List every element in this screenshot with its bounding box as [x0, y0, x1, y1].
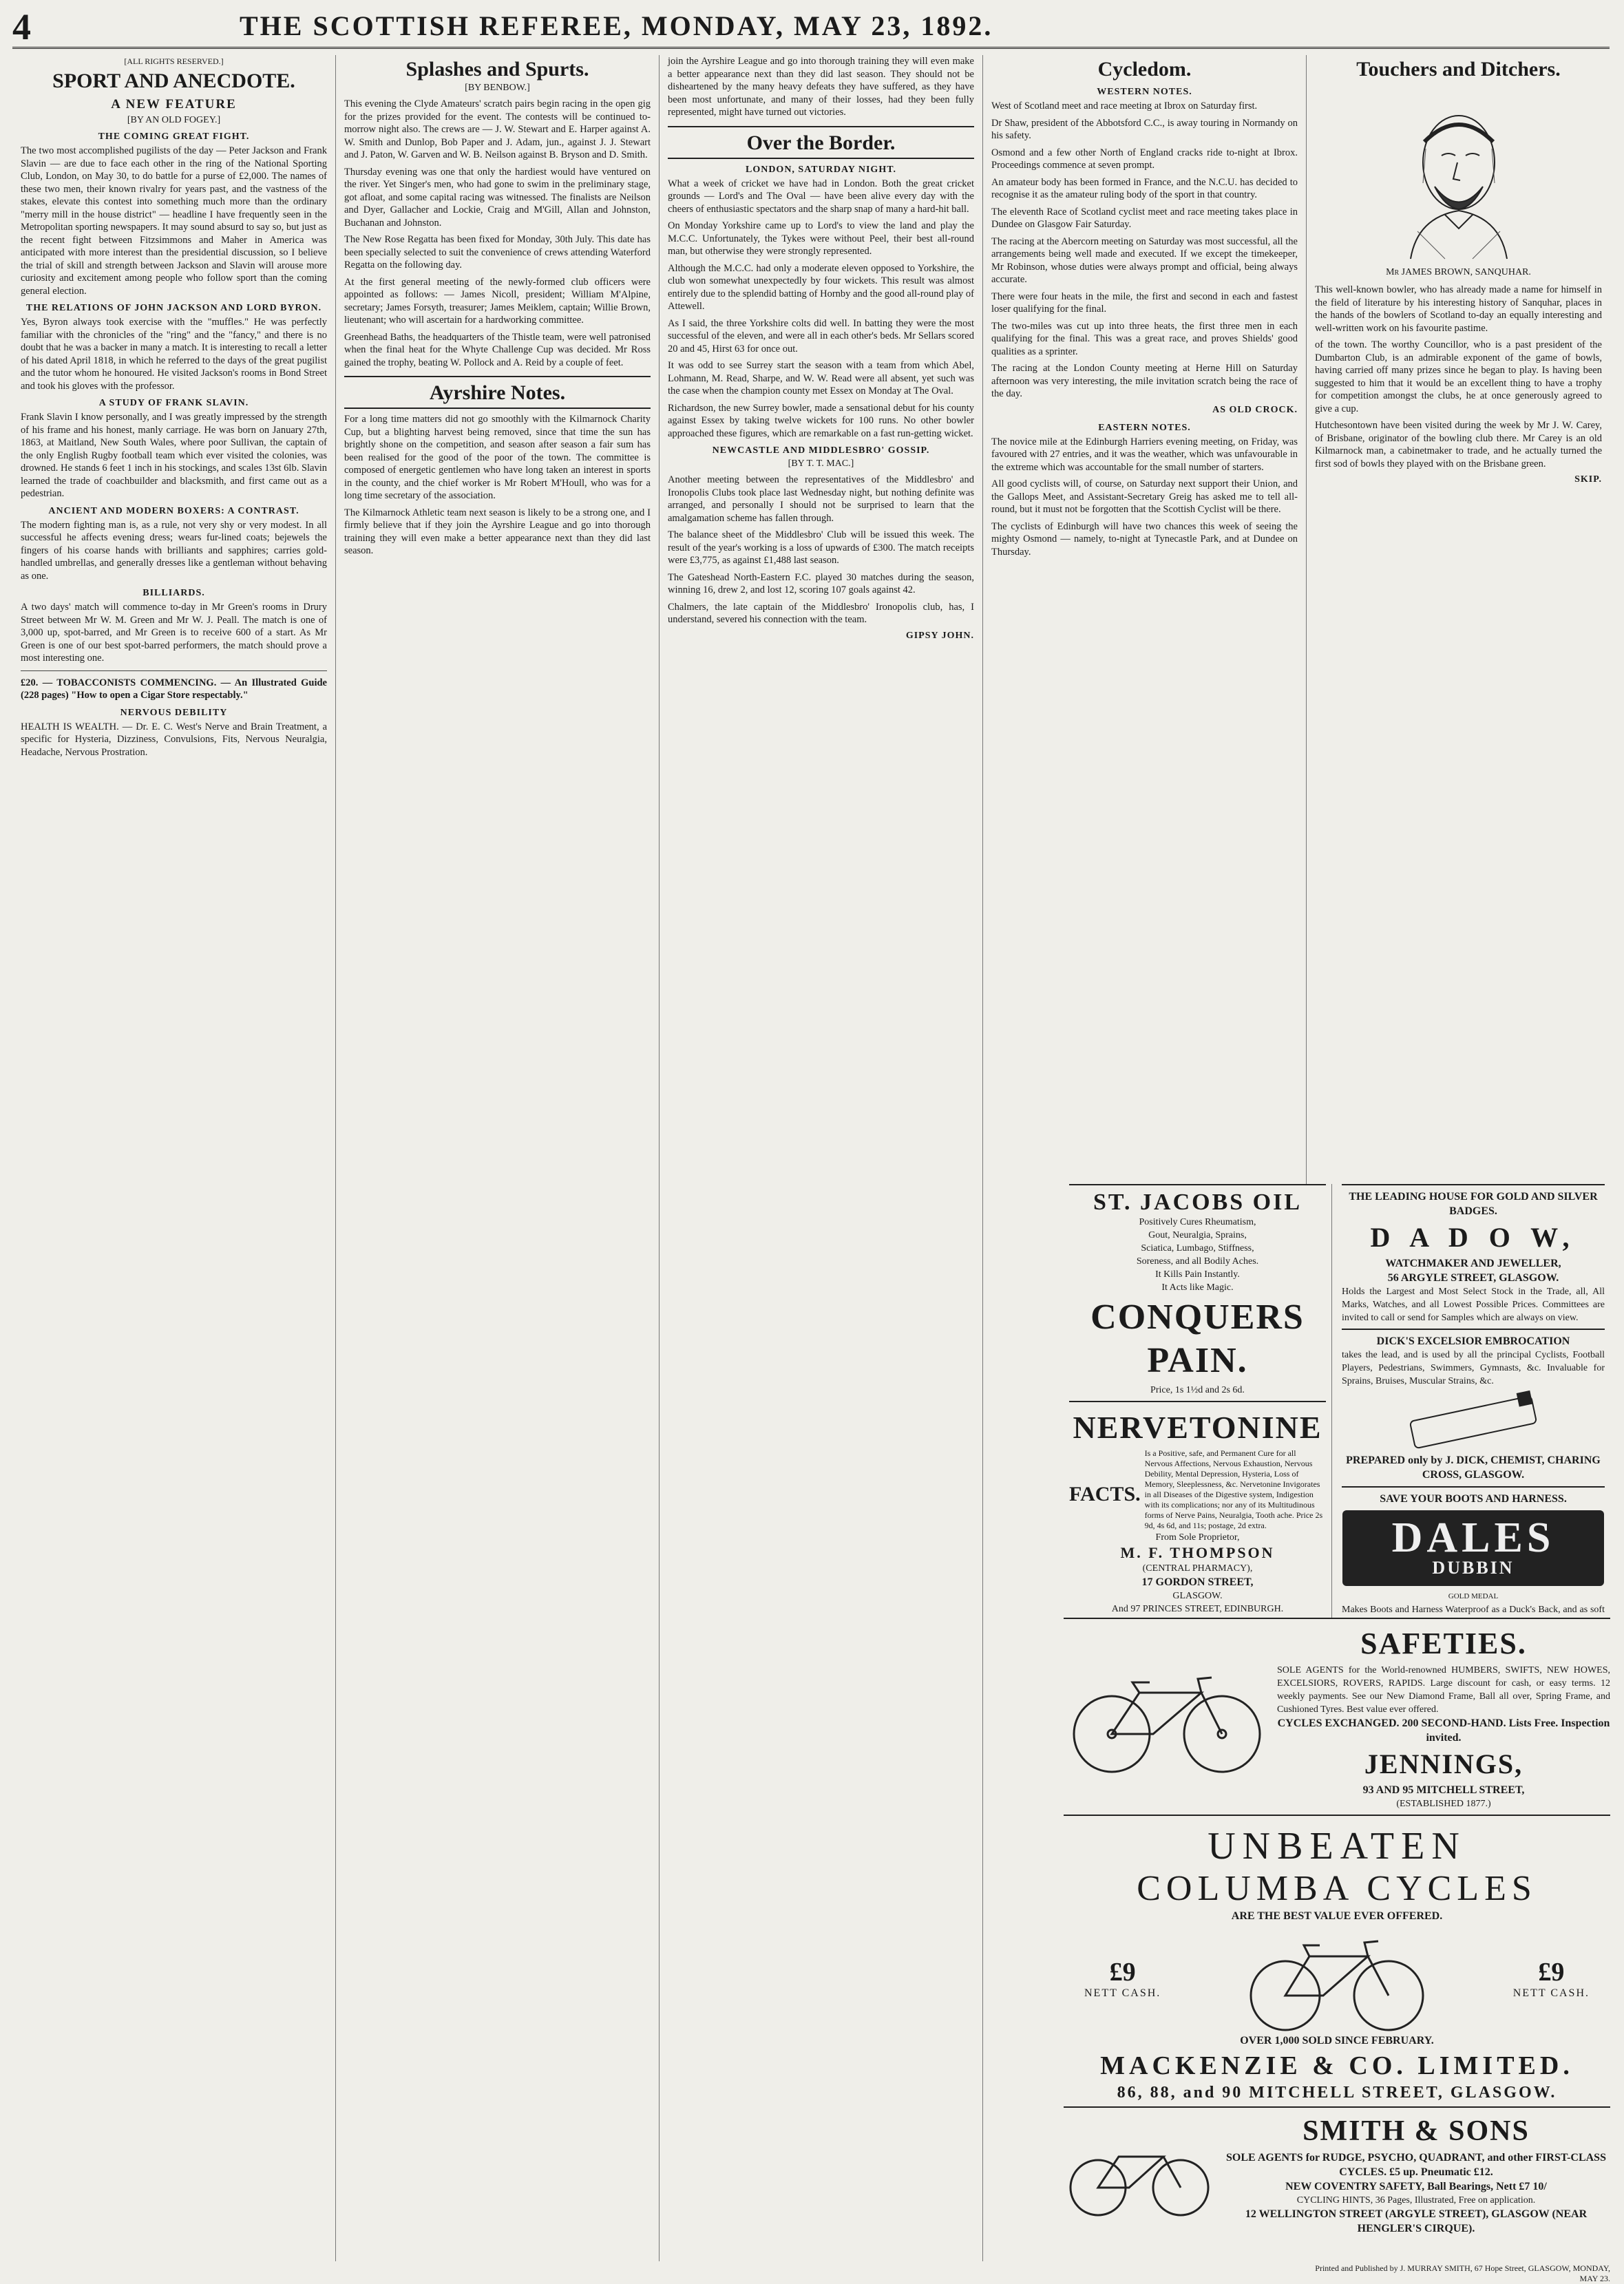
over-border-heading-box	[668, 126, 974, 159]
price-right: £9	[1538, 1958, 1565, 1987]
nervetonine-ad	[1069, 1401, 1326, 1618]
best-value-line: ARE THE BEST VALUE EVER OFFERED.	[1231, 1910, 1443, 1922]
article-paragraph: Dr Shaw, president of the Abbotsford C.C., is away touring in Normandy on his safety.	[991, 117, 1300, 141]
nervetonine-title: NERVETONINE	[1073, 1410, 1322, 1445]
signature: SKIP.	[1574, 474, 1602, 485]
ad-line: THE LEADING HOUSE FOR GOLD AND SILVER BADGES.	[1349, 1191, 1598, 1217]
article-paragraph: This well-known bowler, who has already made a name for himself in the field of literature by his interesting history of Sanquhar, places in the hands of the bowlers of Scotland to-day an equally interesting and well-written work on his favourite pastime.	[1315, 284, 1605, 334]
price-row	[1064, 1923, 1610, 2033]
article-paragraph: Thursday evening was one that only the hardiest would have ventured on the river. Yet Singer's men, who had gone to swim in the preliminary stage, got afloat, and some capital racing was witnessed. The finalists are Neilson and Dyer, Gallacher and Lockie, Craig and M'Gill, Allan and Johnston, Buchanan and Johnston.	[344, 166, 653, 229]
article-paragraph: of the town. The worthy Councillor, who is a past president of the Dumbarton Club, is an admirable exponent of the game of bowls, having carried off many prizes since he began to play. Is having been suggested to him that it would be an excellent thing to have a trophy for competition amongst the clubs, he at once generously agreed to give a cup.	[1315, 339, 1605, 414]
section-heading: A STUDY OF FRANK SLAVIN.	[98, 398, 249, 408]
page-number: 4	[12, 6, 31, 47]
nett-cash-label: NETT CASH.	[1512, 1987, 1590, 1999]
smith-text: SOLE AGENTS for RUDGE, PSYCHO, QUADRANT, and other FIRST-CLASS CYCLES. £5 up. Pneumatic £12.	[1226, 2152, 1606, 2178]
article-paragraph: Richardson, the new Surrey bowler, made a sensational debut for his county against Essex by taking twelve wickets for 100 runs. No other bowler approached these figures, which are remarkable on a fast run-getting wicket.	[668, 402, 977, 439]
splashes-title: Splashes and Spurts.	[405, 58, 589, 81]
section-heading: ANCIENT AND MODERN BOXERS: A CONTRAST.	[48, 505, 299, 516]
nervetonine-text: Is a Positive, safe, and Permanent Cure for all Nervous Affections, Nervous Exhaustion, Nervous Debility, Mental Depression, Hysteria, Loss of Memory, Sleeplessness, &c. Nervetonine Invigorates in all Diseases of the Digestive system, Indigestion with its complications; nor any of its Multitudinous forms of Nerve Pains, Neuralgia, Tooth ache. Price 2s 9d, 4s 6d, and 11s; postage, 2d extra.	[1144, 1448, 1323, 1530]
safeties-title: SAFETIES.	[1360, 1627, 1527, 1660]
article-paragraph: join the Ayrshire League and go into thorough training they will even make a better appearance next than they did last season. They should not be disheartened by the many heavy defeats they have suffered, as they have been most unfortunate, and many of their losses, had they been fully represented, might have turned out victories.	[668, 56, 977, 118]
portrait-illustration	[1369, 87, 1548, 266]
tobacco-ad: £20. — TOBACCONISTS COMMENCING. — An Illustrated Guide (228 pages) "How to open a Cigar Store respectably."	[21, 677, 330, 701]
article-paragraph: Chalmers, the late captain of the Middlesbro' Ironopolis club, has, I understand, severed his connection with the team.	[668, 601, 977, 625]
article-paragraph: At the first general meeting of the newly-formed club officers were appointed as follows: — James Nicoll, president; William M'Alpine, secretary; James Forsyth, treasurer; James Meiklem, captain; Willie Brown, lieutenant; who will ascertain for a hardworking committee.	[344, 276, 653, 326]
article-paragraph: The novice mile at the Edinburgh Harriers evening meeting, on Friday, was favoured with 27 entries, and it was the weather, which was unfavourable in the extreme which was accountable for the small number of starters.	[991, 436, 1300, 473]
jennings-name: JENNINGS,	[1364, 1748, 1523, 1779]
dow-text: Holds the Largest and Most Select Stock in the Trade, all, All Marks, Watches, and all Lowest Possible Prices. Committees are invited to call or send for Samples which are always on view.	[1342, 1287, 1605, 1323]
article-paragraph: There were four heats in the mile, the first and second in each and fastest loser qualifying for the final.	[991, 290, 1300, 315]
rights-notice: [ALL RIGHTS RESERVED.]	[124, 56, 224, 66]
section-heading: WESTERN NOTES.	[1097, 87, 1192, 97]
signature: GIPSY JOHN.	[905, 630, 974, 641]
sport-anecdote-byline: [BY AN OLD FOGEY.]	[127, 115, 221, 125]
masthead	[12, 6, 1610, 49]
article-paragraph: The eleventh Race of Scotland cyclist meet and race meeting takes place in Dundee on Glasgow Fair Saturday.	[991, 206, 1300, 230]
ad-line: WATCHMAKER AND JEWELLER,	[1385, 1258, 1561, 1269]
column-3	[660, 55, 983, 2261]
safeties-text-block	[1277, 1623, 1610, 1810]
dales-dubbin-ad	[1342, 1486, 1605, 1618]
cycle-ads	[1064, 1618, 1610, 2240]
article-paragraph: The Gateshead North-Eastern F.C. played 30 matches during the season, winning 16, drew 2, and lost 12, scoring 107 goals against 42.	[668, 571, 977, 595]
column-2	[336, 55, 660, 2261]
bicycle-icon	[1064, 1658, 1270, 1775]
dick-embrocation-ad	[1342, 1329, 1605, 1486]
dick-title: DICK'S EXCELSIOR EMBROCATION	[1376, 1335, 1570, 1347]
ad-line: And 97 PRINCES STREET, EDINBURGH.	[1111, 1604, 1284, 1614]
smith-text-block	[1222, 2112, 1610, 2236]
article-paragraph: The balance sheet of the Middlesbro' Club will be issued this week. The result of the year's working is a loss of upwards of £300. The match receipts were £3,775, as against £1,488 last season.	[668, 529, 977, 566]
dales-name: DALES	[1391, 1514, 1555, 1561]
column-1	[12, 55, 336, 2261]
signature: AS OLD CROCK.	[1212, 404, 1298, 415]
portrait-caption: Mr JAMES BROWN, SANQUHAR.	[1386, 267, 1531, 277]
dales-text: Makes Boots and Harness Waterproof as a Duck's Back, and as soft	[1342, 1605, 1605, 1615]
ad-line: It Acts like Magic.	[1161, 1282, 1234, 1293]
sport-anecdote-title: SPORT AND ANECDOTE.	[52, 70, 295, 92]
unbeaten-text: UNBEATEN	[1208, 1825, 1466, 1868]
article-paragraph: For a long time matters did not go smoothly with the Kilmarnock Charity Cup, but a blighting harvest being removed, since that time the sun has brightly shone on the competition, and season after season a fair sum has been realised for the good of the poor of the town. The committee is composed of energetic gentlemen who have long taken an interest in sports in the county, and the chief worker is Mr Robert M'Houll, who was for a long time secretary of the association.	[344, 414, 653, 501]
safeties-ad	[1064, 1618, 1610, 1815]
pain-text: PAIN.	[1147, 1341, 1248, 1380]
dick-chemist: PREPARED only by J. DICK, CHEMIST, CHARING CROSS, GLASGOW.	[1346, 1455, 1601, 1481]
article-paragraph: Another meeting between the representatives of the Middlesbro' and Ironopolis Clubs took place last Wednesday night, but nothing definite was arranged, and personally I should not be surprised to learn that the amalgamation scheme has fallen through.	[668, 474, 977, 524]
article-paragraph: The New Rose Regatta has been fixed for Monday, 30th July. This date has been specially selected to suit the convenience of crews attending Waterford Regatta on the following day.	[344, 234, 653, 271]
ayrshire-heading-box	[344, 376, 651, 409]
article-paragraph: On Monday Yorkshire came up to Lord's to view the land and play the M.C.C. Unfortunately, the Tykes were without Peel, their best all-round man, but otherwise they were strongly represented.	[668, 220, 977, 257]
article-paragraph: The modern fighting man is, as a rule, not very shy or very modest. In all successful he affects evening dress; wears fur-lined coats; bejewels the fingers of his coarse hands with brilliants and sapphires; carries gold-handled umbrellas, and generally dresses like a gentleman without behaving as one.	[21, 519, 330, 582]
safeties-exchange: CYCLES EXCHANGED. 200 SECOND-HAND. Lists Free. Inspection invited.	[1277, 1717, 1610, 1744]
article-paragraph: An amateur body has been formed in France, and the N.C.U. has decided to recognise it as the amateur ruling body of the sport in that country.	[991, 176, 1300, 200]
article-paragraph: West of Scotland meet and race meeting at Ibrox on Saturday first.	[991, 101, 1258, 112]
article-paragraph: As I said, the three Yorkshire colts did well. In batting they were the most successful of the eleven, and were all in each other's beds. Mr Sellars scored 20 and 45, Hirst 63 for once out.	[668, 317, 977, 355]
smith-safety: NEW COVENTRY SAFETY, Ball Bearings, Nett £7 10/	[1285, 2181, 1547, 2192]
divider	[21, 670, 327, 671]
ads-right-block	[1336, 1184, 1610, 1618]
article-paragraph: Frank Slavin I know personally, and I was greatly impressed by the strength of his frame and his honest, manly carriage. He was born on January 27th, 1863, at Maitland, New South Wales, where poor Sullivan, the captain of the only English Rugby football team which ever visited the colonies, was drowned. He stands 6 feet 1 inch in his stockings, and scales 13st 6lb. Slavin learned the trade of coachbuilder and blacksmith, and first came out as a pedestrian.	[21, 412, 330, 499]
thompson-name: M. F. THOMPSON	[1120, 1544, 1275, 1561]
ad-line: Sciatica, Lumbago, Stiffness,	[1141, 1243, 1254, 1254]
article-paragraph: The two-miles was cut up into three heats, the first three men in each qualifying for the final. This was a great race, and proves Shields' good qualities as a sprinter.	[991, 320, 1300, 357]
jennings-address: 93 AND 95 MITCHELL STREET,	[1362, 1784, 1525, 1796]
ad-line: Gout, Neuralgia, Sprains,	[1148, 1230, 1247, 1240]
article-paragraph: What a week of cricket we have had in London. Both the great cricket grounds — Lord's and The Oval — have been alive every day with the cheers of enthusiastic spectators and the sharp snap of many a hard-hit ball.	[668, 178, 977, 215]
price-left-block	[1084, 1957, 1161, 2000]
article-paragraph: Yes, Byron always took exercise with the "muffles." He was perfectly familiar with the chronicles of the "ring" and the "fancy," and there is no doubt that he was a backer in many a match. It is interesting to recall a letter of his dated April 1818, in which he referred to the days of the great pugilist and the tutor whom he honoured. He visited Jackson's rooms in Bond Street and took his gloves with the professor.	[21, 317, 330, 392]
gossip-byline: [BY T. T. MAC.]	[788, 458, 854, 469]
dales-logo	[1342, 1510, 1604, 1586]
jennings-established: (ESTABLISHED 1877.)	[1396, 1799, 1491, 1809]
section-heading: THE COMING GREAT FIGHT.	[98, 131, 250, 142]
st-jacobs-oil-ad	[1069, 1184, 1326, 1401]
ad-line: GLASGOW.	[1172, 1591, 1223, 1601]
article-paragraph: The cyclists of Edinburgh will have two chances this week of seeing the mighty Osmond — namely, to-night at Tynecastle Park, and at Dundee on Thursday.	[991, 520, 1300, 558]
article-paragraph: The racing at the Abercorn meeting on Saturday was most successful, all the arrangements being well made and executed. If we except the timekeeper, Mr Robinson, whose duties were always prompt and official, being always accurate.	[991, 235, 1300, 285]
price-left: £9	[1109, 1958, 1136, 1987]
ad-line: (CENTRAL PHARMACY),	[1142, 1563, 1253, 1574]
ad-line: It Kills Pain Instantly.	[1155, 1269, 1240, 1280]
nervous-debility-heading: NERVOUS DEBILITY	[120, 707, 228, 718]
smith-name: SMITH & SONS	[1303, 2115, 1530, 2147]
article-paragraph: All good cyclists will, of course, on Saturday next support their Union, and the Gallops Meet, and Assistant-Secretary Greig has asked me to tell all-round, but it must not be forgotten that the Scottish Cyclist will be there.	[991, 478, 1300, 515]
health-ad: HEALTH IS WEALTH. — Dr. E. C. West's Nerve and Brain Treatment, a specific for Hysteria, Dizziness, Convulsions, Fits, Nervous Neuralgia, Headache, Nervous Prostration.	[21, 721, 330, 758]
columba-cycles-ad	[1064, 1815, 1610, 2106]
nervetonine-body	[1069, 1448, 1326, 1531]
article-paragraph: The racing at the London County meeting at Herne Hill on Saturday afternoon was very interesting, the mile invitation scratch being the race of the day.	[991, 363, 1300, 399]
ad-line: Soreness, and all Bodily Aches.	[1136, 1256, 1259, 1267]
ad-line: 17 GORDON STREET,	[1141, 1576, 1254, 1588]
article-paragraph: It was odd to see Surrey start the season with a team from which Abel, Lohmann, M. Read, Sharpe, and W. W. Read were all absent, yet such was the case when the champion county met Essex on Monday at The Oval.	[668, 360, 977, 396]
newspaper-title: THE SCOTTISH REFEREE, MONDAY, MAY 23, 1892.	[240, 10, 993, 41]
section-heading: THE RELATIONS OF JOHN JACKSON AND LORD BYRON.	[25, 303, 322, 313]
article-paragraph: This evening the Clyde Amateurs' scratch pairs begin racing in the open gig for the prizes provided for the event. The contests will be continued to-morrow night also. The crews are — J. W. Stewart and E. Harper against A. W. Smith and Dunlop, Bob Paper and J. Adam, jun., against J. J. Stewart and J. Paton, W. Garven and W. B. Neilson against B. Bryson and D. Smith.	[344, 98, 653, 160]
article-paragraph: The two most accomplished pugilists of the day — Peter Jackson and Frank Slavin — are due to face each other in the ring of the National Sporting Club, London, on May 30, to do battle for a purse of £2,000. The names of these two men, their known rivalry for years past, and the vastness of the stakes, elevate this contest into something much more than the ordinary "merry mill in the house district" — headline I have frequently seen in the Metropolitan sporting newspapers. It may sound absurd to say so, but just as the recent fight between Fitzsimmons and Maher in America was anticipated with more interest than the presidential discussion, so I believe the trial of skill and strength between Jackson and Slavin will arouse more curiosity and excitement among people who follow sport than the coming general election.	[21, 145, 330, 297]
facts-label: FACTS.	[1069, 1483, 1141, 1505]
smith-hints: CYCLING HINTS, 36 Pages, Illustrated, Free on application.	[1296, 2195, 1536, 2206]
ad-line: Positively Cures Rheumatism,	[1139, 1217, 1256, 1227]
sold-line: OVER 1,000 SOLD SINCE FEBRUARY.	[1240, 2035, 1434, 2047]
cycledom-title: Cycledom.	[1097, 58, 1192, 81]
bicycle-icon	[1064, 2129, 1215, 2219]
conquers-text: CONQUERS	[1090, 1298, 1305, 1337]
section-heading: EASTERN NOTES.	[1098, 422, 1191, 433]
ad-line: From Sole Proprietor,	[1155, 1532, 1240, 1543]
printer-imprint: Printed and Published by J. MURRAY SMITH, 67 Hope Street, GLASGOW, MONDAY, MAY 23.	[1315, 2263, 1610, 2283]
safeties-text: SOLE AGENTS for the World-renowned HUMBERS, SWIFTS, NEW HOWES, EXCELSIORS, ROVERS, RAPIDS. Large discount for cash, or easy terms. 12 weekly payments. See our New Diamond Frame, Ball all over, Spring Frame, and Cushioned Tyres. Best value ever offered.	[1277, 1665, 1610, 1715]
st-jacobs-title: ST. JACOBS OIL	[1093, 1189, 1303, 1215]
article-paragraph: Although the M.C.C. had only a moderate eleven opposed to Yorkshire, the club won somewhat unexpectedly by four wickets. This result was almost entirely due to the splendid batting of Hornby and the good all-round play of Attewell.	[668, 262, 977, 312]
smith-sons-ad	[1064, 2106, 1610, 2240]
price-right-block	[1513, 1957, 1590, 2000]
gold-medal-label: GOLD MEDAL	[1448, 1592, 1499, 1600]
ayrshire-notes-title: Ayrshire Notes.	[429, 381, 566, 404]
article-paragraph: Greenhead Baths, the headquarters of the Thistle team, were well patronised when the final heat for the Whyte Challenge Cup was decided. Mr Ross gained the trophy, beating W. Pollock and A. Reid by a couple of feet.	[344, 331, 653, 368]
billiards-heading: BILLIARDS.	[143, 588, 205, 598]
dateline: LONDON, SATURDAY NIGHT.	[745, 164, 897, 175]
article-paragraph: Hutchesontown have been visited during the week by Mr J. W. Carey, of Brisbane, originator of the bowling club there. Mr Carey is an old Kilmarnock man, a cabinetmaker to trade, and he actually turned the first sod of bowls they played with on the Brisbane green.	[1315, 420, 1605, 469]
save-boots-line: SAVE YOUR BOOTS AND HARNESS.	[1380, 1493, 1567, 1505]
over-the-border-title: Over the Border.	[746, 131, 896, 154]
splashes-byline: [BY BENBOW.]	[465, 83, 530, 93]
dick-text: takes the lead, and is used by all the principal Cyclists, Football Players, Pedestrians, Swimmers, Gymnasts, &c. Invaluable for Sprains, Bruises, Muscular Strains, &c.	[1342, 1350, 1605, 1386]
mackenzie-name: MACKENZIE & CO. LIMITED.	[1100, 2051, 1574, 2080]
touchers-title: Touchers and Ditchers.	[1356, 58, 1561, 81]
article-paragraph: Osmond and a few other North of England cracks ride to-night at Ibrox. Proceedings commence at seven prompt.	[991, 147, 1300, 171]
embrocation-bottle-icon	[1404, 1388, 1542, 1450]
ads-left-block	[1064, 1184, 1332, 1618]
nett-cash-label: NETT CASH.	[1084, 1987, 1161, 1999]
dow-name: D A D O W,	[1370, 1222, 1576, 1253]
columba-cycles-title: COLUMBA CYCLES	[1137, 1869, 1537, 1908]
article-paragraph: The Kilmarnock Athletic team next season is likely to be a strong one, and I firmly believe that if they join the Ayrshire League and go into thorough training they will even make a better appearance next than they did last season.	[344, 507, 653, 556]
dubbin-name: DUBBIN	[1432, 1558, 1515, 1578]
ad-line: 56 ARGYLE STREET, GLASGOW.	[1387, 1272, 1559, 1284]
smith-address: 12 WELLINGTON STREET (ARGYLE STREET), GLASGOW (NEAR HENGLER'S CIRQUE).	[1245, 2208, 1588, 2234]
bicycle-icon	[1241, 1923, 1433, 2033]
ad-price: Price, 1s 1½d and 2s 6d.	[1150, 1385, 1245, 1395]
section-heading: NEWCASTLE AND MIDDLESBRO' GOSSIP.	[712, 445, 930, 456]
sport-anecdote-subtitle: A NEW FEATURE	[111, 97, 237, 112]
ads-band	[1064, 1184, 1610, 1618]
mackenzie-address: 86, 88, and 90 MITCHELL STREET, GLASGOW.	[1117, 2084, 1557, 2102]
article-paragraph: A two days' match will commence to-day in Mr Green's rooms in Drury Street between Mr W. M. Green and Mr W. J. Peall. The match is one of 3,000 up, spot-barred, and Mr Green is to receive 600 of a start. As Mr Green is one of our best spot-barred performers, the match should prove a most interesting one.	[21, 602, 330, 664]
dow-jeweller-ad	[1342, 1184, 1605, 1329]
